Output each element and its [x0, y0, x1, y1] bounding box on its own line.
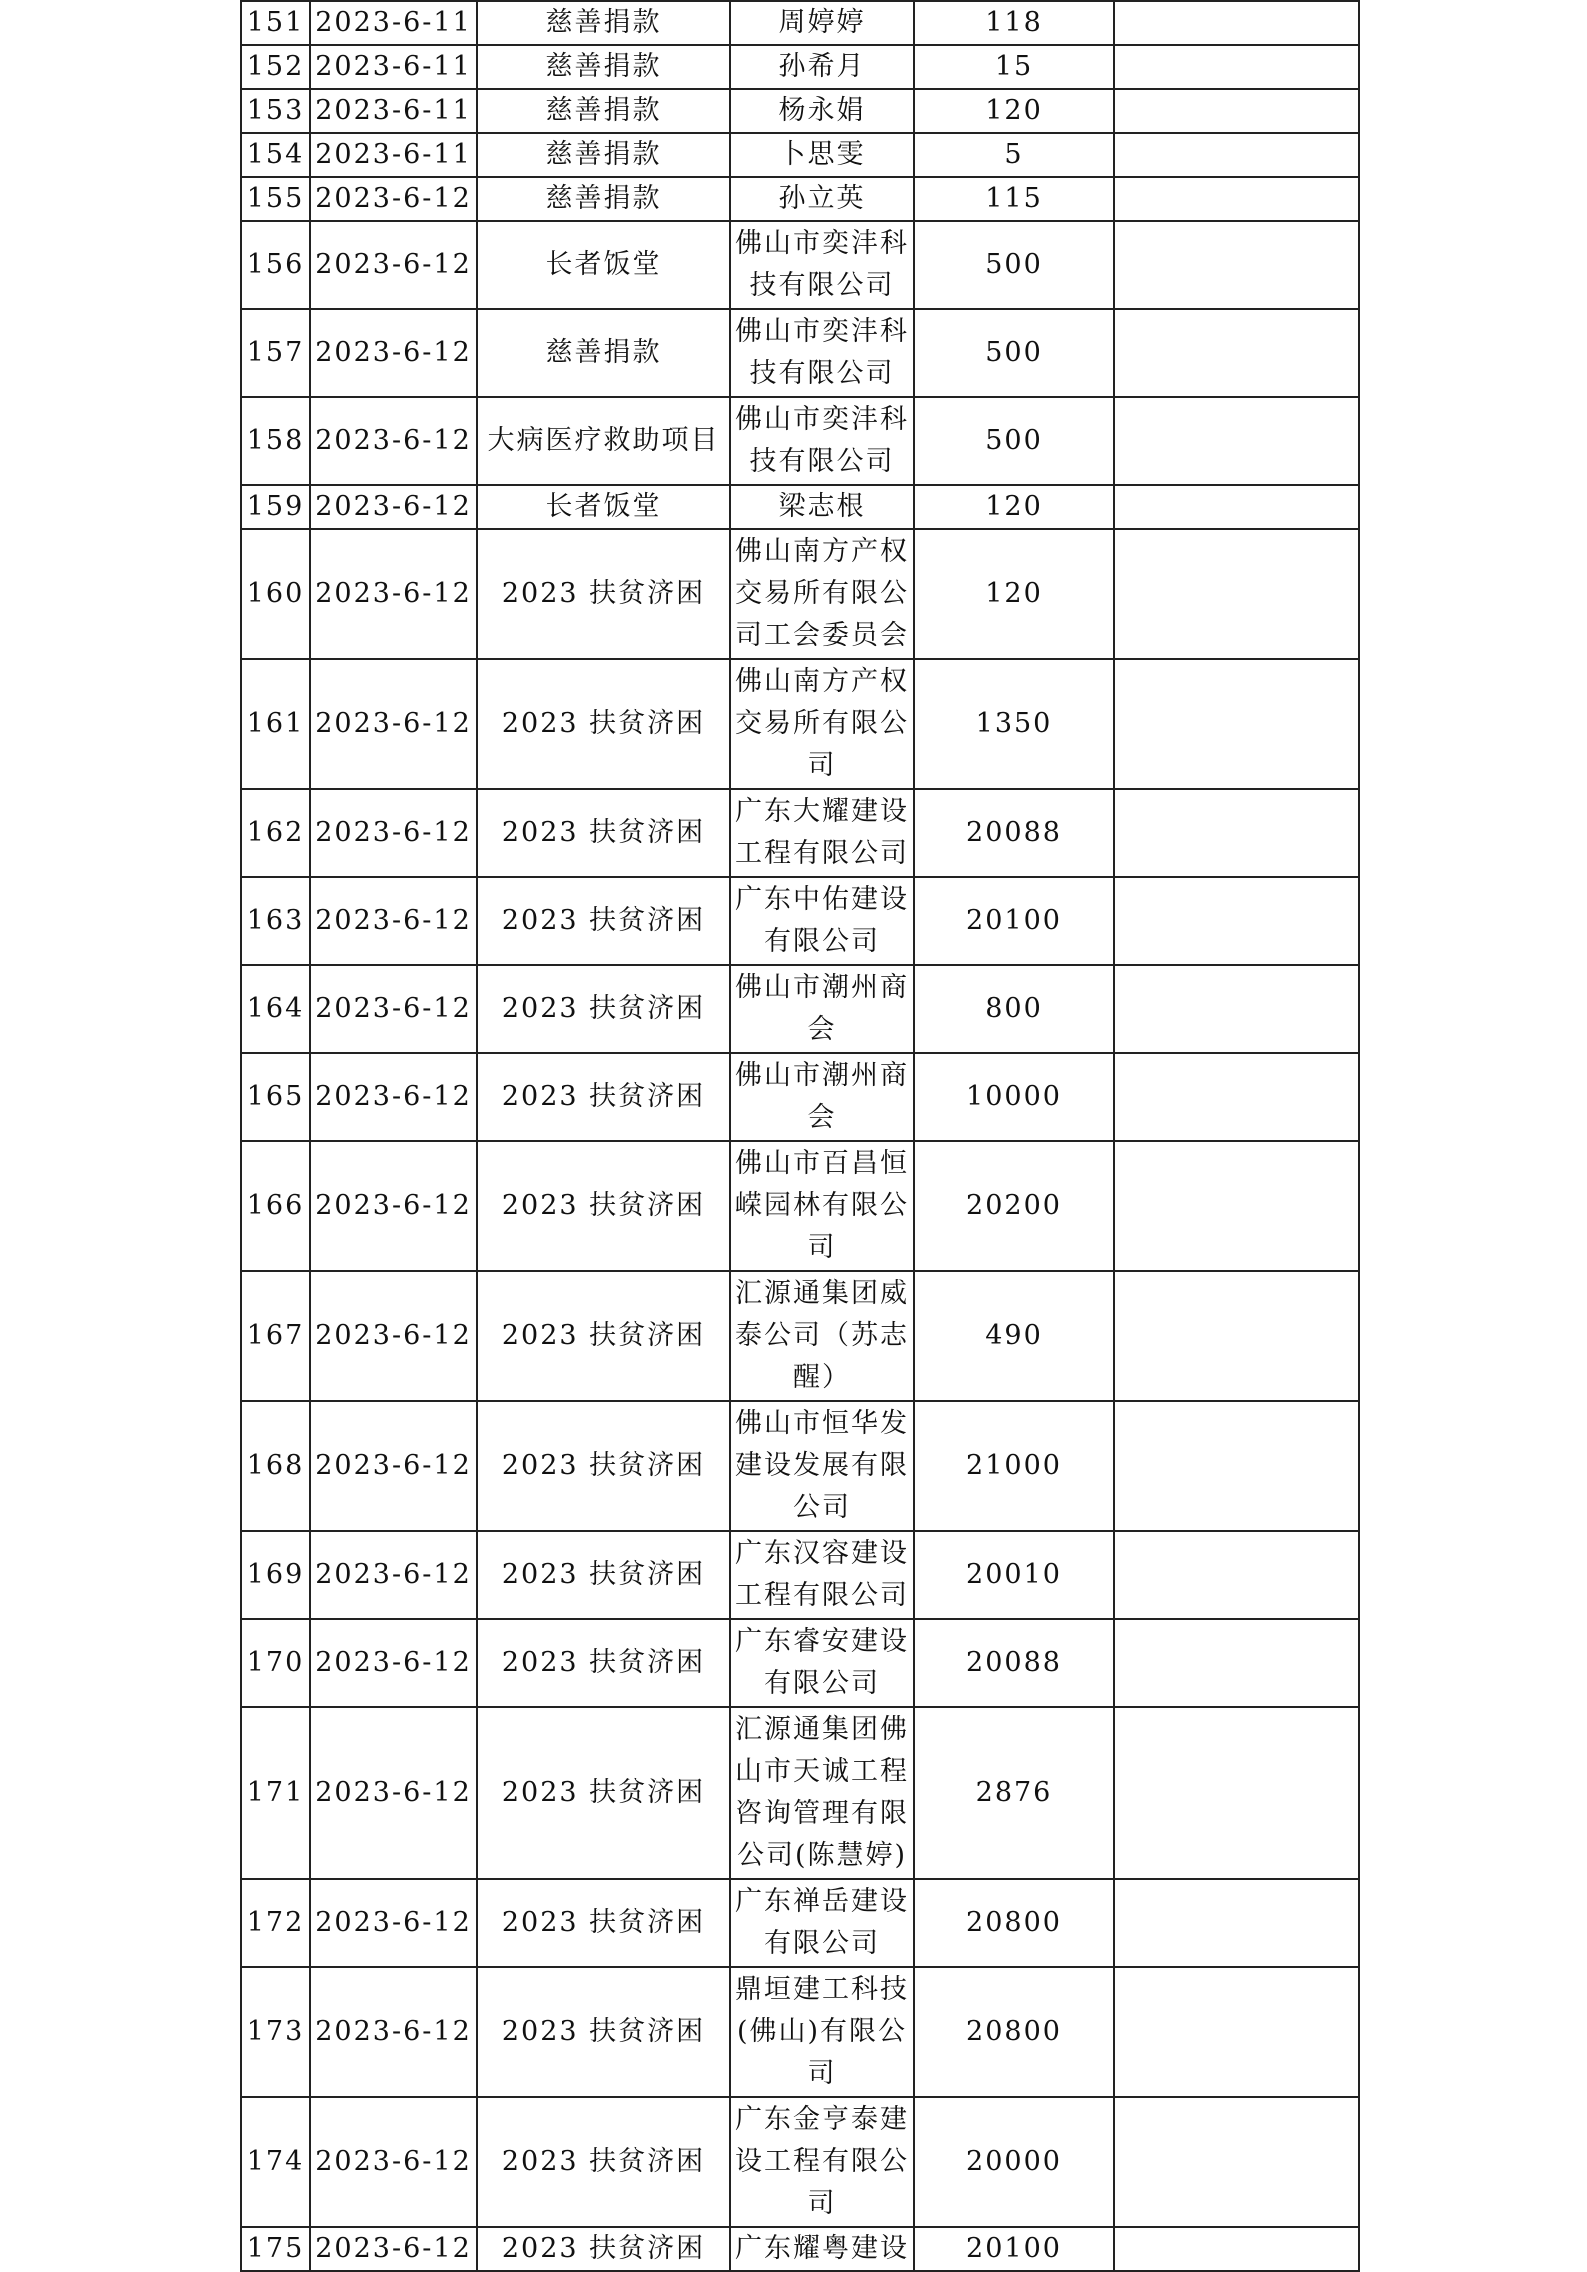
donation-date: 2023-6-12 [310, 2227, 477, 2271]
donation-date: 2023-6-12 [310, 177, 477, 221]
donation-date: 2023-6-12 [310, 1879, 477, 1967]
table-row [241, 177, 1359, 221]
table-row [241, 877, 1359, 965]
donor-name: 广东金亨泰建设工程有限公司 [730, 2097, 914, 2227]
project-name: 2023 扶贫济困 [477, 1967, 730, 2097]
project-name: 长者饭堂 [477, 485, 730, 529]
remarks-cell [1114, 529, 1359, 659]
project-name: 慈善捐款 [477, 309, 730, 397]
project-name: 慈善捐款 [477, 89, 730, 133]
table-row [241, 965, 1359, 1053]
remarks-cell [1114, 1879, 1359, 1967]
remarks-cell [1114, 659, 1359, 789]
table-row [241, 659, 1359, 789]
donation-amount: 20088 [914, 1619, 1114, 1707]
row-number: 167 [241, 1271, 310, 1401]
remarks-cell [1114, 485, 1359, 529]
table-row [241, 1053, 1359, 1141]
row-number: 166 [241, 1141, 310, 1271]
table-row [241, 89, 1359, 133]
donation-date: 2023-6-12 [310, 789, 477, 877]
donation-date: 2023-6-12 [310, 1053, 477, 1141]
donation-amount: 20800 [914, 1967, 1114, 2097]
row-number: 160 [241, 529, 310, 659]
donation-amount: 118 [914, 1, 1114, 45]
donor-name: 佛山市奕沣科技有限公司 [730, 397, 914, 485]
project-name: 2023 扶贫济困 [477, 2097, 730, 2227]
donation-amount: 500 [914, 309, 1114, 397]
project-name: 2023 扶贫济困 [477, 1271, 730, 1401]
project-name: 2023 扶贫济困 [477, 1619, 730, 1707]
remarks-cell [1114, 1053, 1359, 1141]
donation-date: 2023-6-12 [310, 485, 477, 529]
row-number: 168 [241, 1401, 310, 1531]
table-row [241, 221, 1359, 309]
table-row [241, 397, 1359, 485]
table-row [241, 485, 1359, 529]
row-number: 163 [241, 877, 310, 965]
donation-amount: 20100 [914, 877, 1114, 965]
donor-name: 广东汉容建设工程有限公司 [730, 1531, 914, 1619]
donation-date: 2023-6-12 [310, 1141, 477, 1271]
donor-name: 卜思雯 [730, 133, 914, 177]
project-name: 2023 扶贫济困 [477, 1879, 730, 1967]
remarks-cell [1114, 1531, 1359, 1619]
donor-name: 孙希月 [730, 45, 914, 89]
donor-name: 广东大耀建设工程有限公司 [730, 789, 914, 877]
donation-date: 2023-6-12 [310, 659, 477, 789]
project-name: 慈善捐款 [477, 177, 730, 221]
donation-amount: 120 [914, 89, 1114, 133]
donor-name: 广东禅岳建设有限公司 [730, 1879, 914, 1967]
project-name: 慈善捐款 [477, 1, 730, 45]
donation-amount: 5 [914, 133, 1114, 177]
row-number: 170 [241, 1619, 310, 1707]
row-number: 157 [241, 309, 310, 397]
donor-name: 孙立英 [730, 177, 914, 221]
row-number: 162 [241, 789, 310, 877]
donation-amount: 120 [914, 485, 1114, 529]
donation-date: 2023-6-12 [310, 965, 477, 1053]
row-number: 158 [241, 397, 310, 485]
project-name: 2023 扶贫济困 [477, 1141, 730, 1271]
remarks-cell [1114, 1271, 1359, 1401]
donation-date: 2023-6-11 [310, 1, 477, 45]
row-number: 169 [241, 1531, 310, 1619]
table-row [241, 2097, 1359, 2227]
table-row [241, 1141, 1359, 1271]
remarks-cell [1114, 1141, 1359, 1271]
remarks-cell [1114, 221, 1359, 309]
table-row [241, 1401, 1359, 1531]
remarks-cell [1114, 45, 1359, 89]
donation-date: 2023-6-12 [310, 2097, 477, 2227]
donation-amount: 800 [914, 965, 1114, 1053]
donation-date: 2023-6-12 [310, 1707, 477, 1879]
donation-amount: 2876 [914, 1707, 1114, 1879]
remarks-cell [1114, 2097, 1359, 2227]
row-number: 155 [241, 177, 310, 221]
row-number: 165 [241, 1053, 310, 1141]
donation-date: 2023-6-11 [310, 89, 477, 133]
row-number: 175 [241, 2227, 310, 2271]
remarks-cell [1114, 1401, 1359, 1531]
donation-date: 2023-6-12 [310, 529, 477, 659]
donor-name: 佛山南方产权交易所有限公司 [730, 659, 914, 789]
remarks-cell [1114, 1, 1359, 45]
donation-amount: 20800 [914, 1879, 1114, 1967]
donor-name: 周婷婷 [730, 1, 914, 45]
donor-name: 佛山市奕沣科技有限公司 [730, 309, 914, 397]
donor-name: 佛山南方产权交易所有限公司工会委员会 [730, 529, 914, 659]
project-name: 2023 扶贫济困 [477, 1531, 730, 1619]
project-name: 慈善捐款 [477, 45, 730, 89]
donor-name: 鼎垣建工科技(佛山)有限公司 [730, 1967, 914, 2097]
remarks-cell [1114, 789, 1359, 877]
remarks-cell [1114, 89, 1359, 133]
remarks-cell [1114, 2227, 1359, 2271]
donor-name: 梁志根 [730, 485, 914, 529]
donor-name: 广东睿安建设有限公司 [730, 1619, 914, 1707]
donation-date: 2023-6-12 [310, 1619, 477, 1707]
remarks-cell [1114, 1619, 1359, 1707]
donor-name: 汇源通集团佛山市天诚工程咨询管理有限公司(陈慧婷) [730, 1707, 914, 1879]
table-row [241, 1271, 1359, 1401]
row-number: 164 [241, 965, 310, 1053]
donation-amount: 20100 [914, 2227, 1114, 2271]
donor-name: 佛山市奕沣科技有限公司 [730, 221, 914, 309]
table-row [241, 789, 1359, 877]
table-row [241, 133, 1359, 177]
table-row [241, 1531, 1359, 1619]
table-row [241, 45, 1359, 89]
remarks-cell [1114, 965, 1359, 1053]
donor-name: 佛山市恒华发建设发展有限公司 [730, 1401, 914, 1531]
remarks-cell [1114, 877, 1359, 965]
remarks-cell [1114, 397, 1359, 485]
row-number: 159 [241, 485, 310, 529]
donor-name: 广东耀粤建设 [730, 2227, 914, 2271]
donation-amount: 20088 [914, 789, 1114, 877]
row-number: 161 [241, 659, 310, 789]
project-name: 2023 扶贫济困 [477, 1707, 730, 1879]
project-name: 慈善捐款 [477, 133, 730, 177]
project-name: 2023 扶贫济困 [477, 789, 730, 877]
donation-date: 2023-6-11 [310, 133, 477, 177]
remarks-cell [1114, 309, 1359, 397]
remarks-cell [1114, 177, 1359, 221]
donation-amount: 20200 [914, 1141, 1114, 1271]
remarks-cell [1114, 1967, 1359, 2097]
donation-table [240, 0, 1360, 2272]
donor-name: 杨永娟 [730, 89, 914, 133]
donor-name: 佛山市潮州商会 [730, 965, 914, 1053]
project-name: 大病医疗救助项目 [477, 397, 730, 485]
donation-amount: 500 [914, 221, 1114, 309]
donor-name: 佛山市百昌恒嵘园林有限公司 [730, 1141, 914, 1271]
donation-date: 2023-6-12 [310, 397, 477, 485]
donation-amount: 490 [914, 1271, 1114, 1401]
table-row [241, 529, 1359, 659]
row-number: 154 [241, 133, 310, 177]
project-name: 2023 扶贫济困 [477, 659, 730, 789]
donation-date: 2023-6-12 [310, 1531, 477, 1619]
table-row [241, 2227, 1359, 2271]
donation-table-body [241, 1, 1359, 2271]
project-name: 2023 扶贫济困 [477, 529, 730, 659]
donation-amount: 500 [914, 397, 1114, 485]
donation-amount: 21000 [914, 1401, 1114, 1531]
donation-amount: 1350 [914, 659, 1114, 789]
row-number: 153 [241, 89, 310, 133]
donation-amount: 20000 [914, 2097, 1114, 2227]
project-name: 2023 扶贫济困 [477, 2227, 730, 2271]
table-row [241, 1707, 1359, 1879]
donation-date: 2023-6-12 [310, 1271, 477, 1401]
row-number: 171 [241, 1707, 310, 1879]
table-row [241, 1967, 1359, 2097]
table-row [241, 1879, 1359, 1967]
row-number: 174 [241, 2097, 310, 2227]
project-name: 2023 扶贫济困 [477, 965, 730, 1053]
project-name: 2023 扶贫济困 [477, 1401, 730, 1531]
donation-amount: 20010 [914, 1531, 1114, 1619]
donation-date: 2023-6-12 [310, 1401, 477, 1531]
project-name: 2023 扶贫济困 [477, 1053, 730, 1141]
remarks-cell [1114, 1707, 1359, 1879]
donation-date: 2023-6-12 [310, 309, 477, 397]
donation-amount: 115 [914, 177, 1114, 221]
donation-date: 2023-6-12 [310, 221, 477, 309]
row-number: 152 [241, 45, 310, 89]
donor-name: 广东中佑建设有限公司 [730, 877, 914, 965]
table-row [241, 1619, 1359, 1707]
donation-amount: 120 [914, 529, 1114, 659]
row-number: 173 [241, 1967, 310, 2097]
donation-date: 2023-6-11 [310, 45, 477, 89]
donor-name: 汇源通集团威泰公司（苏志醒） [730, 1271, 914, 1401]
table-row [241, 309, 1359, 397]
project-name: 2023 扶贫济困 [477, 877, 730, 965]
donation-amount: 15 [914, 45, 1114, 89]
donor-name: 佛山市潮州商会 [730, 1053, 914, 1141]
row-number: 172 [241, 1879, 310, 1967]
donation-date: 2023-6-12 [310, 877, 477, 965]
table-row [241, 1, 1359, 45]
donation-date: 2023-6-12 [310, 1967, 477, 2097]
row-number: 151 [241, 1, 310, 45]
project-name: 长者饭堂 [477, 221, 730, 309]
donation-amount: 10000 [914, 1053, 1114, 1141]
remarks-cell [1114, 133, 1359, 177]
row-number: 156 [241, 221, 310, 309]
